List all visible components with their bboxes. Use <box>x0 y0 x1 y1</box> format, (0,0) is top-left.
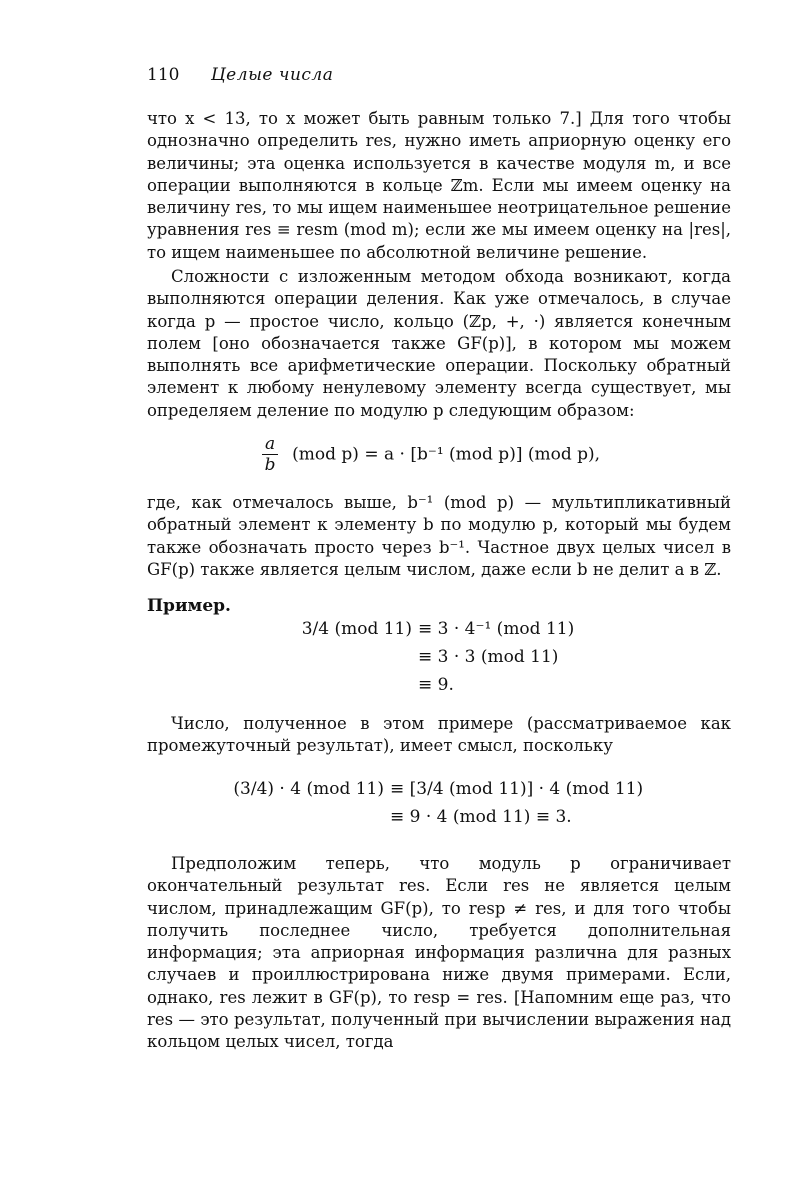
page-number: 110 <box>147 65 180 85</box>
equation-row <box>418 671 574 699</box>
paragraph-5: Предположим теперь, что модуль p ограничивает окончательный результат res. Если res не является целым числом, принадлежащим GF(p), то resp ≠ res, и для того чтобы получить последнее число, требуется дополнительная информация; эта априорная информация различна для разных случаев и проиллюстрирована ниже двумя примерами. Если, однако, res лежит в GF(p), то resp = res. [Напомним еще раз, что res — это результат, полученный при вычислении выражения над кольцом целых чисел, тогда <box>147 854 731 1052</box>
equation-lhs: (3/4) · 4 (mod 11) <box>233 779 384 799</box>
equation-line: ≡ [3/4 (mod 11)] · 4 (mod 11) <box>390 779 644 799</box>
paragraph-2: Сложности с изложенным методом обхода возникают, когда выполняются операции деления. Как уже отмечалось, в случае когда p — простое число, кольцо (ℤp, +, ·) является конечным полем [оно обозначается также GF(p)], в котором мы можем выполнять все арифметические операции. Поскольку обратный элемент к любому ненулевому элементу всегда существует, мы определяем деление по модулю p следующим образом: <box>147 267 731 420</box>
equation-row <box>233 775 644 803</box>
example-equation <box>301 615 575 699</box>
equation-row <box>418 643 574 671</box>
division-formula <box>262 434 600 475</box>
paragraph-4: Число, полученное в этом примере (рассматриваемое как промежуточный результат), имеет смысл, поскольку <box>147 714 731 756</box>
paragraph-1: что x < 13, то x может быть равным только 7.] Для того чтобы однозначно определить res, нужно иметь априорную оценку его величины; эта оценка используется в качестве модуля m, и все операции выполняются в кольце ℤm. Если мы имеем оценку на величину res, то мы ищем наименьшее неотрицательное решение уравнения res ≡ resm (mod m); если же мы имеем оценку на |res|, то ищем наименьшее по абсолютной величине решение. <box>147 109 731 262</box>
example-label: Пример. <box>147 596 231 616</box>
paragraph-3: где, как отмечалось выше, b⁻¹ (mod p) — мультипликативный обратный элемент к элементу b по модулю p, который мы будем также обозначать просто через b⁻¹. Частное двух целых чисел в GF(p) также является целым числом, даже если b не делит a в ℤ. <box>147 493 731 579</box>
equation-line: ≡ 3 · 3 (mod 11) <box>418 647 559 667</box>
equation-row <box>301 615 575 643</box>
fraction-a-over-b <box>262 434 278 475</box>
check-equation <box>233 775 644 831</box>
running-title: Целые числа <box>210 65 334 85</box>
equation-lhs: 3/4 (mod 11) <box>301 619 412 639</box>
fraction-denominator: b <box>264 455 276 475</box>
equation-line: ≡ 9 · 4 (mod 11) ≡ 3. <box>390 807 572 827</box>
equation-line: ≡ 9. <box>418 675 454 695</box>
fraction-numerator: a <box>262 434 278 455</box>
running-header <box>147 64 333 86</box>
equation-row <box>390 803 643 831</box>
formula-rhs: (mod p) = a · [b⁻¹ (mod p)] (mod p), <box>292 444 601 465</box>
equation-line: ≡ 3 · 4⁻¹ (mod 11) <box>418 619 575 639</box>
